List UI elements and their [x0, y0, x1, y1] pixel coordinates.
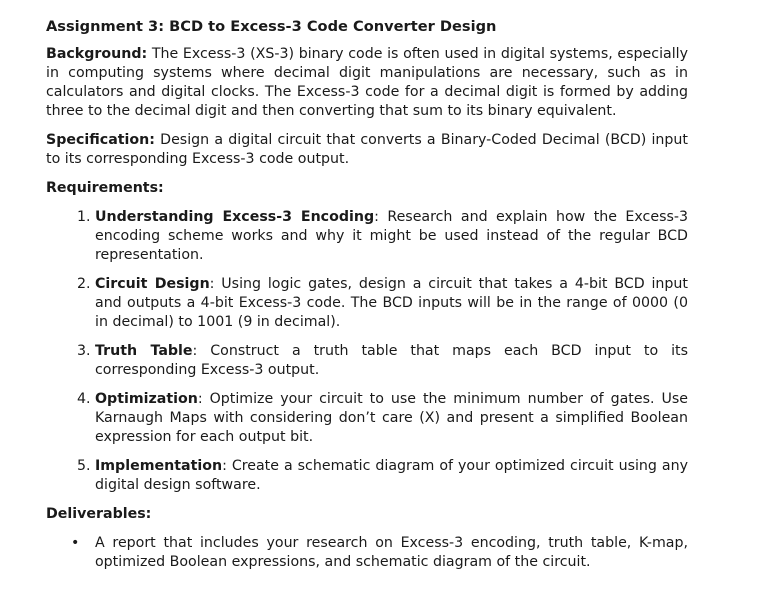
deliverable-item	[71, 534, 688, 572]
requirements-heading: Requirements:	[46, 180, 164, 196]
background-text: The Excess-3 (XS-3) binary code is often used in digital systems, especially in computing systems where decimal digit manipulations are necessary, such as in calculators and digital clocks. The Excess-3 code for a decimal digit is formed by adding three to the decimal digit and then converting that sum to its binary equivalent.	[46, 46, 688, 119]
specification-label: Specification:	[46, 132, 155, 148]
background-paragraph	[46, 45, 688, 121]
requirement-title: Circuit Design	[95, 276, 210, 292]
deliverables-heading: Deliverables:	[46, 506, 152, 522]
specification-text: Design a digital circuit that converts a Binary-Coded Decimal (BCD) input to its corresponding Excess-3 code output.	[46, 132, 688, 167]
deliverable-text: A report that includes your research on Excess-3 encoding, truth table, K-map, optimized Boolean expressions, and schematic diagram of the circuit.	[95, 535, 688, 570]
requirement-item	[95, 208, 688, 265]
requirement-item	[95, 390, 688, 447]
requirement-title: Truth Table	[95, 343, 193, 359]
requirements-list	[46, 208, 688, 495]
specification-paragraph	[46, 131, 688, 169]
requirement-item	[95, 457, 688, 495]
requirement-item	[95, 342, 688, 380]
requirement-text: : Create a schematic diagram of your optimized circuit using any digital design software.	[95, 458, 688, 493]
requirement-text: : Construct a truth table that maps each BCD input to its corresponding Excess-3 output.	[95, 343, 688, 378]
requirement-title: Understanding Excess-3 Encoding	[95, 209, 375, 225]
requirement-text: : Optimize your circuit to use the minimum number of gates. Use Karnaugh Maps with considering don’t care (X) and present a simplified Boolean expression for each output bit.	[95, 391, 688, 445]
requirement-item	[95, 275, 688, 332]
requirement-text: : Research and explain how the Excess-3 encoding scheme works and why it might be used instead of the regular BCD representation.	[95, 209, 689, 263]
background-label: Background:	[46, 46, 148, 62]
deliverables-list	[46, 534, 688, 572]
requirement-text: : Using logic gates, design a circuit that takes a 4-bit BCD input and outputs a 4-bit Excess-3 code. The BCD inputs will be in the range of 0000 (0 in decimal) to 1001 (9 in decimal).	[95, 276, 688, 330]
bullet-icon: •	[71, 535, 80, 551]
requirement-title: Implementation	[95, 458, 223, 474]
requirement-title: Optimization	[95, 391, 198, 407]
page-title: Assignment 3: BCD to Excess-3 Code Converter Design	[46, 18, 497, 35]
